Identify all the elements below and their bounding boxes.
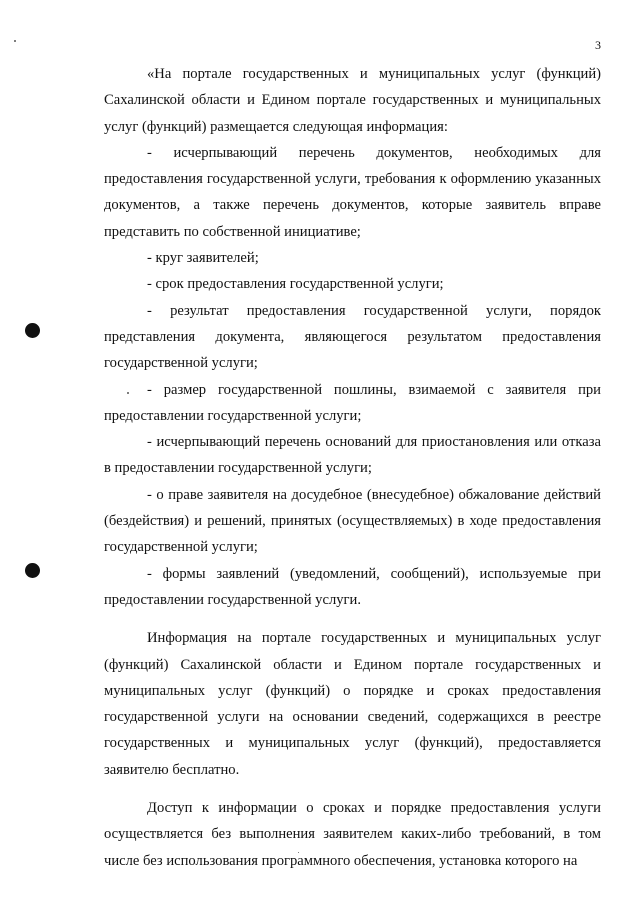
list-item-forms: - формы заявлений (уведомлений, сообщений), используемые при предоставлении государственной услуги. [104,565,601,608]
scan-speck [14,40,16,42]
document-body [104,61,601,874]
information-paragraph: Информация на портале государственных и муниципальных услуг (функций) Сахалинской области и Едином портале государственных и муниципальных услуг (функций) о порядке и сроках предоставления государственной услуги на основании сведений, содержащихся в реестре государственных и муниципальных услуг (функций), предоставляется заявителю бесплатно. [104,630,601,778]
list-item-fee: - размер государственной пошлины, взимаемой с заявителя при предоставлении государственной услуги; [104,381,601,424]
binder-hole [25,563,40,578]
list-item-term: - срок предоставления государственной услуги; [147,276,444,293]
binder-hole [25,323,40,338]
list-item-refusal-grounds: - исчерпывающий перечень оснований для приостановления или отказа в предоставлении государственной услуги; [104,434,601,477]
page-number: 3 [595,38,601,52]
list-item-appeal: - о праве заявителя на досудебное (внесудебное) обжалование действий (бездействия) и решений, принятых (осуществляемых) в ходе предоставления государственной услуги; [104,486,601,556]
list-item-result: - результат предоставления государственной услуги, порядок представления документа, являющегося результатом предоставления государственной услуги; [104,302,601,372]
intro-paragraph: «На портале государственных и муниципальных услуг (функций) Сахалинской области и Едином портале государственных и муниципальных услуг (функций) размещается следующая информация: [104,66,601,135]
access-paragraph: Доступ к информации о сроках и порядке предоставления услуги осуществляется без выполнения заявителем каких-либо требований, в том числе без использования программного обеспечения, установка которого на [104,800,601,869]
list-item-documents: - исчерпывающий перечень документов, необходимых для предоставления государственной услуги, требования к оформлению указанных документов, а также перечень документов, которые заявитель вправе представить по собственной инициативе; [104,144,601,240]
list-item-applicants: - круг заявителей; [147,250,259,267]
